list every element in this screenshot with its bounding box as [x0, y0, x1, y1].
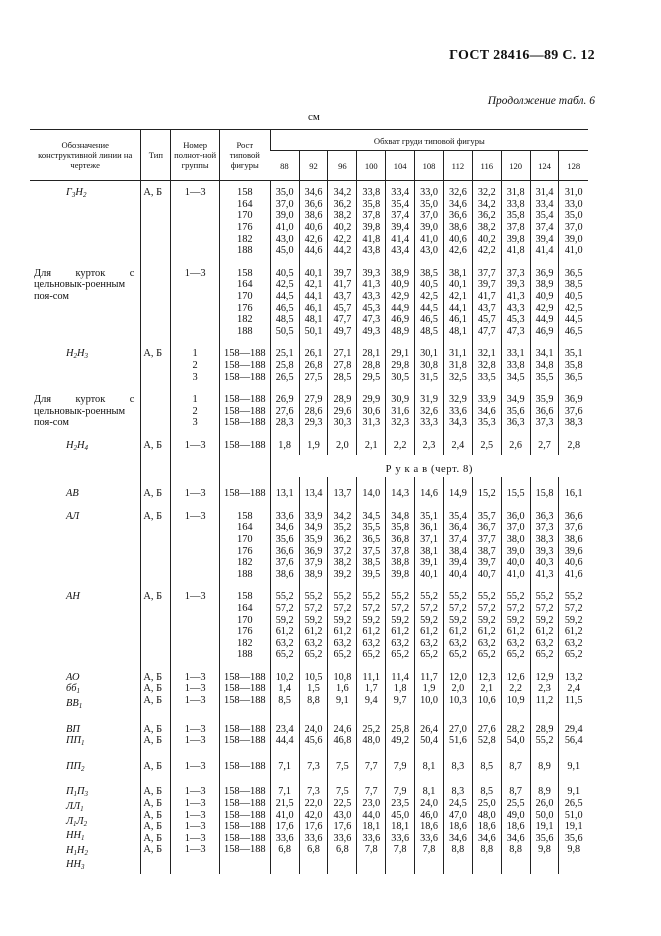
- chest-128-value: 36,6 37,6 38,6 39,6 40,6 41,6: [559, 500, 588, 581]
- table-row: [30, 750, 588, 776]
- chest-100-value: 33,8 35,8 37,8 39,8 41,8 43,8: [357, 181, 386, 257]
- fullness-group: 1—3 1—3 1—3: [171, 661, 220, 713]
- line-designation: $Н_2Н_3$: [66, 348, 89, 361]
- column-chest-108: 108: [415, 151, 444, 181]
- table-continuation-note: Продолжение табл. 6: [487, 95, 595, 107]
- column-chest-92: 92: [299, 151, 328, 181]
- chest-128-value: 31,0 33,0 35,0 37,0 39,0 41,0: [559, 181, 588, 257]
- chest-124-value: 55,2 57,2 59,2 61,2 63,2 65,2: [530, 580, 559, 661]
- chest-92-value: 13,4: [299, 477, 328, 500]
- chest-124-value: 34,1 34,8 35,5: [530, 337, 559, 383]
- column-chest-124: 124: [530, 151, 559, 181]
- chest-88-value: 33,6 34,6 35,6 36,6 37,6 38,6: [270, 500, 299, 581]
- figure-type: А, Б: [141, 181, 171, 257]
- chest-124-value: 28,9 55,2: [530, 713, 559, 750]
- chest-116-value: 8,5: [472, 750, 501, 776]
- line-designation: $Н_2Н_4$: [66, 439, 89, 452]
- line-designation: $Г_3Н_2$: [66, 187, 87, 200]
- chest-88-value: 23,4 44,4: [270, 713, 299, 750]
- chest-112-value: 12,0 2,0 10,3: [443, 661, 472, 713]
- fullness-group: 1—3: [171, 257, 220, 338]
- table-row: [30, 181, 588, 257]
- chest-112-value: 35,4 36,4 37,4 38,4 39,4 40,4: [443, 500, 472, 581]
- figure-height: 158—188 158—188 158—188 158—188 158—188 158—188: [219, 775, 270, 874]
- figure-height: 158—188 158—188 158—188: [219, 661, 270, 713]
- table-row-group: [30, 750, 588, 776]
- chest-124-value: 36,3 37,3 38,3 39,3 40,3 41,3: [530, 500, 559, 581]
- chest-88-value: 13,1: [270, 477, 299, 500]
- table-row: [30, 713, 588, 750]
- figure-height: 158 164 170 176 182 188: [219, 580, 270, 661]
- chest-108-value: 11,7 1,9 10,0: [415, 661, 444, 713]
- table-row-group: [30, 500, 588, 581]
- table-row: [30, 500, 588, 581]
- fullness-group: 1—3: [171, 580, 220, 661]
- figure-type: А, Б: [141, 477, 171, 500]
- figure-type: А, Б А, Б: [141, 713, 171, 750]
- chest-128-value: 16,1: [559, 477, 588, 500]
- chest-112-value: 8,3: [443, 750, 472, 776]
- table-row: [30, 477, 588, 500]
- figure-type: А, Б А, Б А, Б: [141, 661, 171, 713]
- table-row-group: [30, 337, 588, 383]
- chest-92-value: 24,0 45,6: [299, 713, 328, 750]
- table-row-group: [30, 661, 588, 713]
- chest-96-value: 24,6 46,8: [328, 713, 357, 750]
- chest-124-value: 31,4 33,4 35,4 37,4 39,4 41,4: [530, 181, 559, 257]
- chest-112-value: 27,0 51,6: [443, 713, 472, 750]
- table-row-group: [30, 181, 588, 257]
- chest-108-value: 2,3: [415, 429, 444, 455]
- chest-104-value: 7,9: [386, 750, 415, 776]
- figure-type: А, Б: [141, 580, 171, 661]
- chest-92-value: 1,9: [299, 429, 328, 455]
- line-designation: АЛ: [66, 510, 80, 522]
- chest-88-value: 55,2 57,2 59,2 61,2 63,2 65,2: [270, 580, 299, 661]
- chest-92-value: 27,9 28,6 29,3: [299, 383, 328, 429]
- chest-112-value: 31,1 31,8 32,5: [443, 337, 472, 383]
- column-height: Рост типовой фигуры: [219, 130, 270, 181]
- chest-116-value: 27,6 52,8: [472, 713, 501, 750]
- chest-96-value: 2,0: [328, 429, 357, 455]
- chest-124-value: 2,7: [530, 429, 559, 455]
- figure-type: А, Б: [141, 337, 171, 383]
- figure-height: 158—188: [219, 750, 270, 776]
- chest-108-value: 55,2 57,2 59,2 61,2 63,2 65,2: [415, 580, 444, 661]
- fullness-group: 1—3: [171, 750, 220, 776]
- table-row-group: [30, 580, 588, 661]
- chest-92-value: 7,3: [299, 750, 328, 776]
- table-row-group: [30, 713, 588, 750]
- chest-96-value: 55,2 57,2 59,2 61,2 63,2 65,2: [328, 580, 357, 661]
- table-row-group: [30, 257, 588, 338]
- table-header: [30, 130, 588, 181]
- chest-100-value: 28,1 28,8 29,5: [357, 337, 386, 383]
- figure-type: А, Б: [141, 750, 171, 776]
- table-row: [30, 257, 588, 338]
- table-row-group: [30, 477, 588, 500]
- fullness-group: 1 2 3: [171, 383, 220, 429]
- chest-92-value: 40,1 42,1 44,1 46,1 48,1 50,1: [299, 257, 328, 338]
- chest-100-value: 29,9 30,6 31,3: [357, 383, 386, 429]
- chest-100-value: 7,7: [357, 750, 386, 776]
- column-chest-96: 96: [328, 151, 357, 181]
- chest-108-value: 31,9 32,6 33,3: [415, 383, 444, 429]
- chest-124-value: 36,9 38,9 40,9 42,9 44,9 46,9: [530, 257, 559, 338]
- chest-108-value: 26,4 50,4: [415, 713, 444, 750]
- chest-104-value: 30,9 31,6 32,3: [386, 383, 415, 429]
- chest-120-value: 36,0 37,0 38,0 39,0 40,0 41,0: [501, 500, 530, 581]
- chest-128-value: 29,4 56,4: [559, 713, 588, 750]
- chest-128-value: 9,1: [559, 750, 588, 776]
- chest-108-value: 14,6: [415, 477, 444, 500]
- fullness-group: 1 2 3: [171, 337, 220, 383]
- chest-124-value: 12,9 2,3 11,2: [530, 661, 559, 713]
- chest-128-value: 2,8: [559, 429, 588, 455]
- chest-120-value: 28,2 54,0: [501, 713, 530, 750]
- column-designation: Обозначение конструктивной линии на чертеже: [30, 130, 141, 181]
- chest-120-value: 31,8 33,8 35,8 37,8 39,8 41,8: [501, 181, 530, 257]
- fullness-group: 1—3: [171, 477, 220, 500]
- line-designation: Для курток с цельновык-​роенным поя-​сом: [34, 267, 135, 303]
- column-chest-120: 120: [501, 151, 530, 181]
- table-row: [30, 775, 588, 874]
- figure-height: 158—188 158—188 158—188: [219, 383, 270, 429]
- figure-height: 158—188: [219, 477, 270, 500]
- line-designation: ВП $ПП_1$: [66, 723, 85, 748]
- chest-92-value: 26,1 26,8 27,5: [299, 337, 328, 383]
- column-chest-group: Обхват груди типовой фигуры: [270, 130, 588, 151]
- chest-88-value: 10,2 1,4 8,5: [270, 661, 299, 713]
- fullness-group: 1—3: [171, 429, 220, 455]
- chest-116-value: 15,2: [472, 477, 501, 500]
- chest-96-value: 7,5 22,5 43,0 17,6 33,6 6,8: [328, 775, 357, 874]
- figure-height: 158 164 170 176 182 188: [219, 181, 270, 257]
- chest-116-value: 12,3 2,1 10,6: [472, 661, 501, 713]
- figure-height: 158 164 170 176 182 188: [219, 257, 270, 338]
- fullness-group: 1—3: [171, 500, 220, 581]
- chest-100-value: 39,3 41,3 43,3 45,3 47,3 49,3: [357, 257, 386, 338]
- figure-type: А, Б А, Б А, Б А, Б А, Б А, Б: [141, 775, 171, 874]
- chest-100-value: 7,7 23,0 44,0 18,1 33,6 7,8: [357, 775, 386, 874]
- chest-120-value: 15,5: [501, 477, 530, 500]
- line-designation: АВ: [66, 488, 79, 500]
- chest-88-value: 26,9 27,6 28,3: [270, 383, 299, 429]
- column-group: Номер полнот-ной группы: [171, 130, 220, 181]
- chest-116-value: 8,5 25,0 48,0 18,6 34,6 8,8: [472, 775, 501, 874]
- chest-104-value: 38,9 40,9 42,9 44,9 46,9 48,9: [386, 257, 415, 338]
- chest-116-value: 37,7 39,7 41,7 43,7 45,7 47,7: [472, 257, 501, 338]
- chest-108-value: 8,1: [415, 750, 444, 776]
- figure-height: 158—188: [219, 429, 270, 455]
- figure-type: А, Б: [141, 429, 171, 455]
- chest-108-value: 30,1 30,8 31,5: [415, 337, 444, 383]
- line-designation: $П_1П_3$ $ЛЛ_1$ $Л_1Л_2$ $НН_1$ $Н_1Н_2$ $НН_3$: [66, 786, 89, 872]
- chest-92-value: 33,9 34,9 35,9 36,9 37,9 38,9: [299, 500, 328, 581]
- figure-height: 158—188 158—188: [219, 713, 270, 750]
- chest-100-value: 14,0: [357, 477, 386, 500]
- chest-112-value: 8,3 24,5 47,0 18,6 34,6 8,8: [443, 775, 472, 874]
- fullness-group: 1—3 1—3 1—3 1—3 1—3 1—3: [171, 775, 220, 874]
- chest-120-value: 37,3 39,3 41,3 43,3 45,3 47,3: [501, 257, 530, 338]
- chest-96-value: 28,9 29,6 30,3: [328, 383, 357, 429]
- chest-128-value: 36,9 37,6 38,3: [559, 383, 588, 429]
- chest-120-value: 55,2 57,2 59,2 61,2 63,2 65,2: [501, 580, 530, 661]
- column-type: Тип: [141, 130, 171, 181]
- chest-88-value: 25,1 25,8 26,5: [270, 337, 299, 383]
- figure-height: 158—188 158—188 158—188: [219, 337, 270, 383]
- column-chest-88: 88: [280, 161, 289, 172]
- chest-112-value: 38,1 40,1 42,1 44,1 46,1 48,1: [443, 257, 472, 338]
- column-chest-112: 112: [443, 151, 472, 181]
- chest-120-value: 33,1 33,8 34,5: [501, 337, 530, 383]
- document-header: ГОСТ 28416—89 С. 12: [449, 48, 595, 63]
- chest-128-value: 55,2 57,2 59,2 61,2 63,2 65,2: [559, 580, 588, 661]
- column-chest-116: 116: [472, 151, 501, 181]
- chest-116-value: 35,7 36,7 37,7 38,7 39,7 40,7: [472, 500, 501, 581]
- chest-108-value: 8,1 24,0 46,0 18,6 33,6 7,8: [415, 775, 444, 874]
- chest-88-value: 1,8: [270, 429, 299, 455]
- unit-label: см: [308, 111, 320, 123]
- chest-124-value: 8,9: [530, 750, 559, 776]
- chest-116-value: 33,9 34,6 35,3: [472, 383, 501, 429]
- chest-112-value: 55,2 57,2 59,2 61,2 63,2 65,2: [443, 580, 472, 661]
- chest-116-value: 32,2 34,2 36,2 38,2 40,2 42,2: [472, 181, 501, 257]
- chest-88-value: 7,1 21,5 41,0 17,6 33,6 6,8: [270, 775, 299, 874]
- chest-108-value: 38,5 40,5 42,5 44,5 46,5 48,5: [415, 257, 444, 338]
- chest-128-value: 35,1 35,8 36,5: [559, 337, 588, 383]
- chest-124-value: 8,9 26,0 50,0 19,1 35,6 9,8: [530, 775, 559, 874]
- chest-100-value: 25,2 48,0: [357, 713, 386, 750]
- column-chest-104: 104: [386, 151, 415, 181]
- figure-type: [141, 257, 171, 338]
- fullness-group: 1—3 1—3: [171, 713, 220, 750]
- chest-104-value: 33,4 35,4 37,4 39,4 41,4 43,4: [386, 181, 415, 257]
- chest-92-value: 7,3 22,0 42,0 17,6 33,6 6,8: [299, 775, 328, 874]
- figure-type: [141, 383, 171, 429]
- chest-100-value: 11,1 1,7 9,4: [357, 661, 386, 713]
- chest-108-value: 33,0 35,0 37,0 39,0 41,0 43,0: [415, 181, 444, 257]
- chest-116-value: 55,2 57,2 59,2 61,2 63,2 65,2: [472, 580, 501, 661]
- chest-100-value: 34,5 35,5 36,5 37,5 38,5 39,5: [357, 500, 386, 581]
- measurement-table: [30, 129, 588, 874]
- chest-100-value: 2,1: [357, 429, 386, 455]
- chest-112-value: 32,9 33,6 34,3: [443, 383, 472, 429]
- chest-88-value: 7,1: [270, 750, 299, 776]
- chest-100-value: 55,2 57,2 59,2 61,2 63,2 65,2: [357, 580, 386, 661]
- chest-104-value: 29,1 29,8 30,5: [386, 337, 415, 383]
- table-row-group: [30, 383, 588, 429]
- chest-112-value: 32,6 34,6 36,6 38,6 40,6 42,6: [443, 181, 472, 257]
- chest-96-value: 7,5: [328, 750, 357, 776]
- line-designation: АН: [66, 591, 80, 603]
- chest-124-value: 15,8: [530, 477, 559, 500]
- chest-92-value: 55,2 57,2 59,2 61,2 63,2 65,2: [299, 580, 328, 661]
- chest-104-value: 55,2 57,2 59,2 61,2 63,2 65,2: [386, 580, 415, 661]
- chest-120-value: 2,6: [501, 429, 530, 455]
- table-row-group: [30, 775, 588, 874]
- chest-128-value: 36,5 38,5 40,5 42,5 44,5 46,5: [559, 257, 588, 338]
- chest-96-value: 34,2 36,2 38,2 40,2 42,2 44,2: [328, 181, 357, 257]
- fullness-group: 1—3: [171, 181, 220, 257]
- chest-120-value: 34,9 35,6 36,3: [501, 383, 530, 429]
- table-row: [30, 661, 588, 713]
- table-row-group: [30, 429, 588, 455]
- chest-128-value: 9,1 26,5 51,0 19,1 35,6 9,8: [559, 775, 588, 874]
- chest-88-value: 40,5 42,5 44,5 46,5 48,5 50,5: [270, 257, 299, 338]
- table-row: [30, 383, 588, 429]
- chest-104-value: 34,8 35,8 36,8 37,8 38,8 39,8: [386, 500, 415, 581]
- chest-108-value: 35,1 36,1 37,1 38,1 39,1 40,1: [415, 500, 444, 581]
- chest-96-value: 10,8 1,6 9,1: [328, 661, 357, 713]
- chest-96-value: 27,1 27,8 28,5: [328, 337, 357, 383]
- chest-124-value: 35,9 36,6 37,3: [530, 383, 559, 429]
- chest-96-value: 39,7 41,7 43,7 45,7 47,7 49,7: [328, 257, 357, 338]
- chest-104-value: 7,9 23,5 45,0 18,1 33,6 7,8: [386, 775, 415, 874]
- chest-96-value: 13,7: [328, 477, 357, 500]
- chest-88-value: 35,0 37,0 39,0 41,0 43,0 45,0: [270, 181, 299, 257]
- chest-120-value: 12,6 2,2 10,9: [501, 661, 530, 713]
- table-row: [30, 429, 588, 455]
- chest-120-value: 8,7 25,5 49,0 18,6 34,6 8,8: [501, 775, 530, 874]
- chest-128-value: 13,2 2,4 11,5: [559, 661, 588, 713]
- chest-92-value: 34,6 36,6 38,6 40,6 42,6 44,6: [299, 181, 328, 257]
- section-title-sleeve: Р у к а в (черт. 8): [270, 455, 588, 478]
- column-chest-128: 128: [559, 151, 588, 181]
- table-row: [30, 580, 588, 661]
- chest-116-value: 2,5: [472, 429, 501, 455]
- chest-112-value: 14,9: [443, 477, 472, 500]
- chest-116-value: 32,1 32,8 33,5: [472, 337, 501, 383]
- chest-96-value: 34,2 35,2 36,2 37,2 38,2 39,2: [328, 500, 357, 581]
- chest-92-value: 10,5 1,5 8,8: [299, 661, 328, 713]
- figure-height: 158 164 170 176 182 188: [219, 500, 270, 581]
- chest-104-value: 2,2: [386, 429, 415, 455]
- chest-112-value: 2,4: [443, 429, 472, 455]
- line-designation: АО $бб_1$ $ВВ_1$: [66, 671, 83, 711]
- figure-type: А, Б: [141, 500, 171, 581]
- chest-104-value: 25,8 49,2: [386, 713, 415, 750]
- table-row: [30, 337, 588, 383]
- line-designation: $ПП_2$: [66, 760, 85, 773]
- line-designation: Для курток с цельновык-​роенным поя-​сом: [34, 394, 135, 429]
- chest-104-value: 11,4 1,8 9,7: [386, 661, 415, 713]
- chest-120-value: 8,7: [501, 750, 530, 776]
- chest-104-value: 14,3: [386, 477, 415, 500]
- column-chest-100: 100: [357, 151, 386, 181]
